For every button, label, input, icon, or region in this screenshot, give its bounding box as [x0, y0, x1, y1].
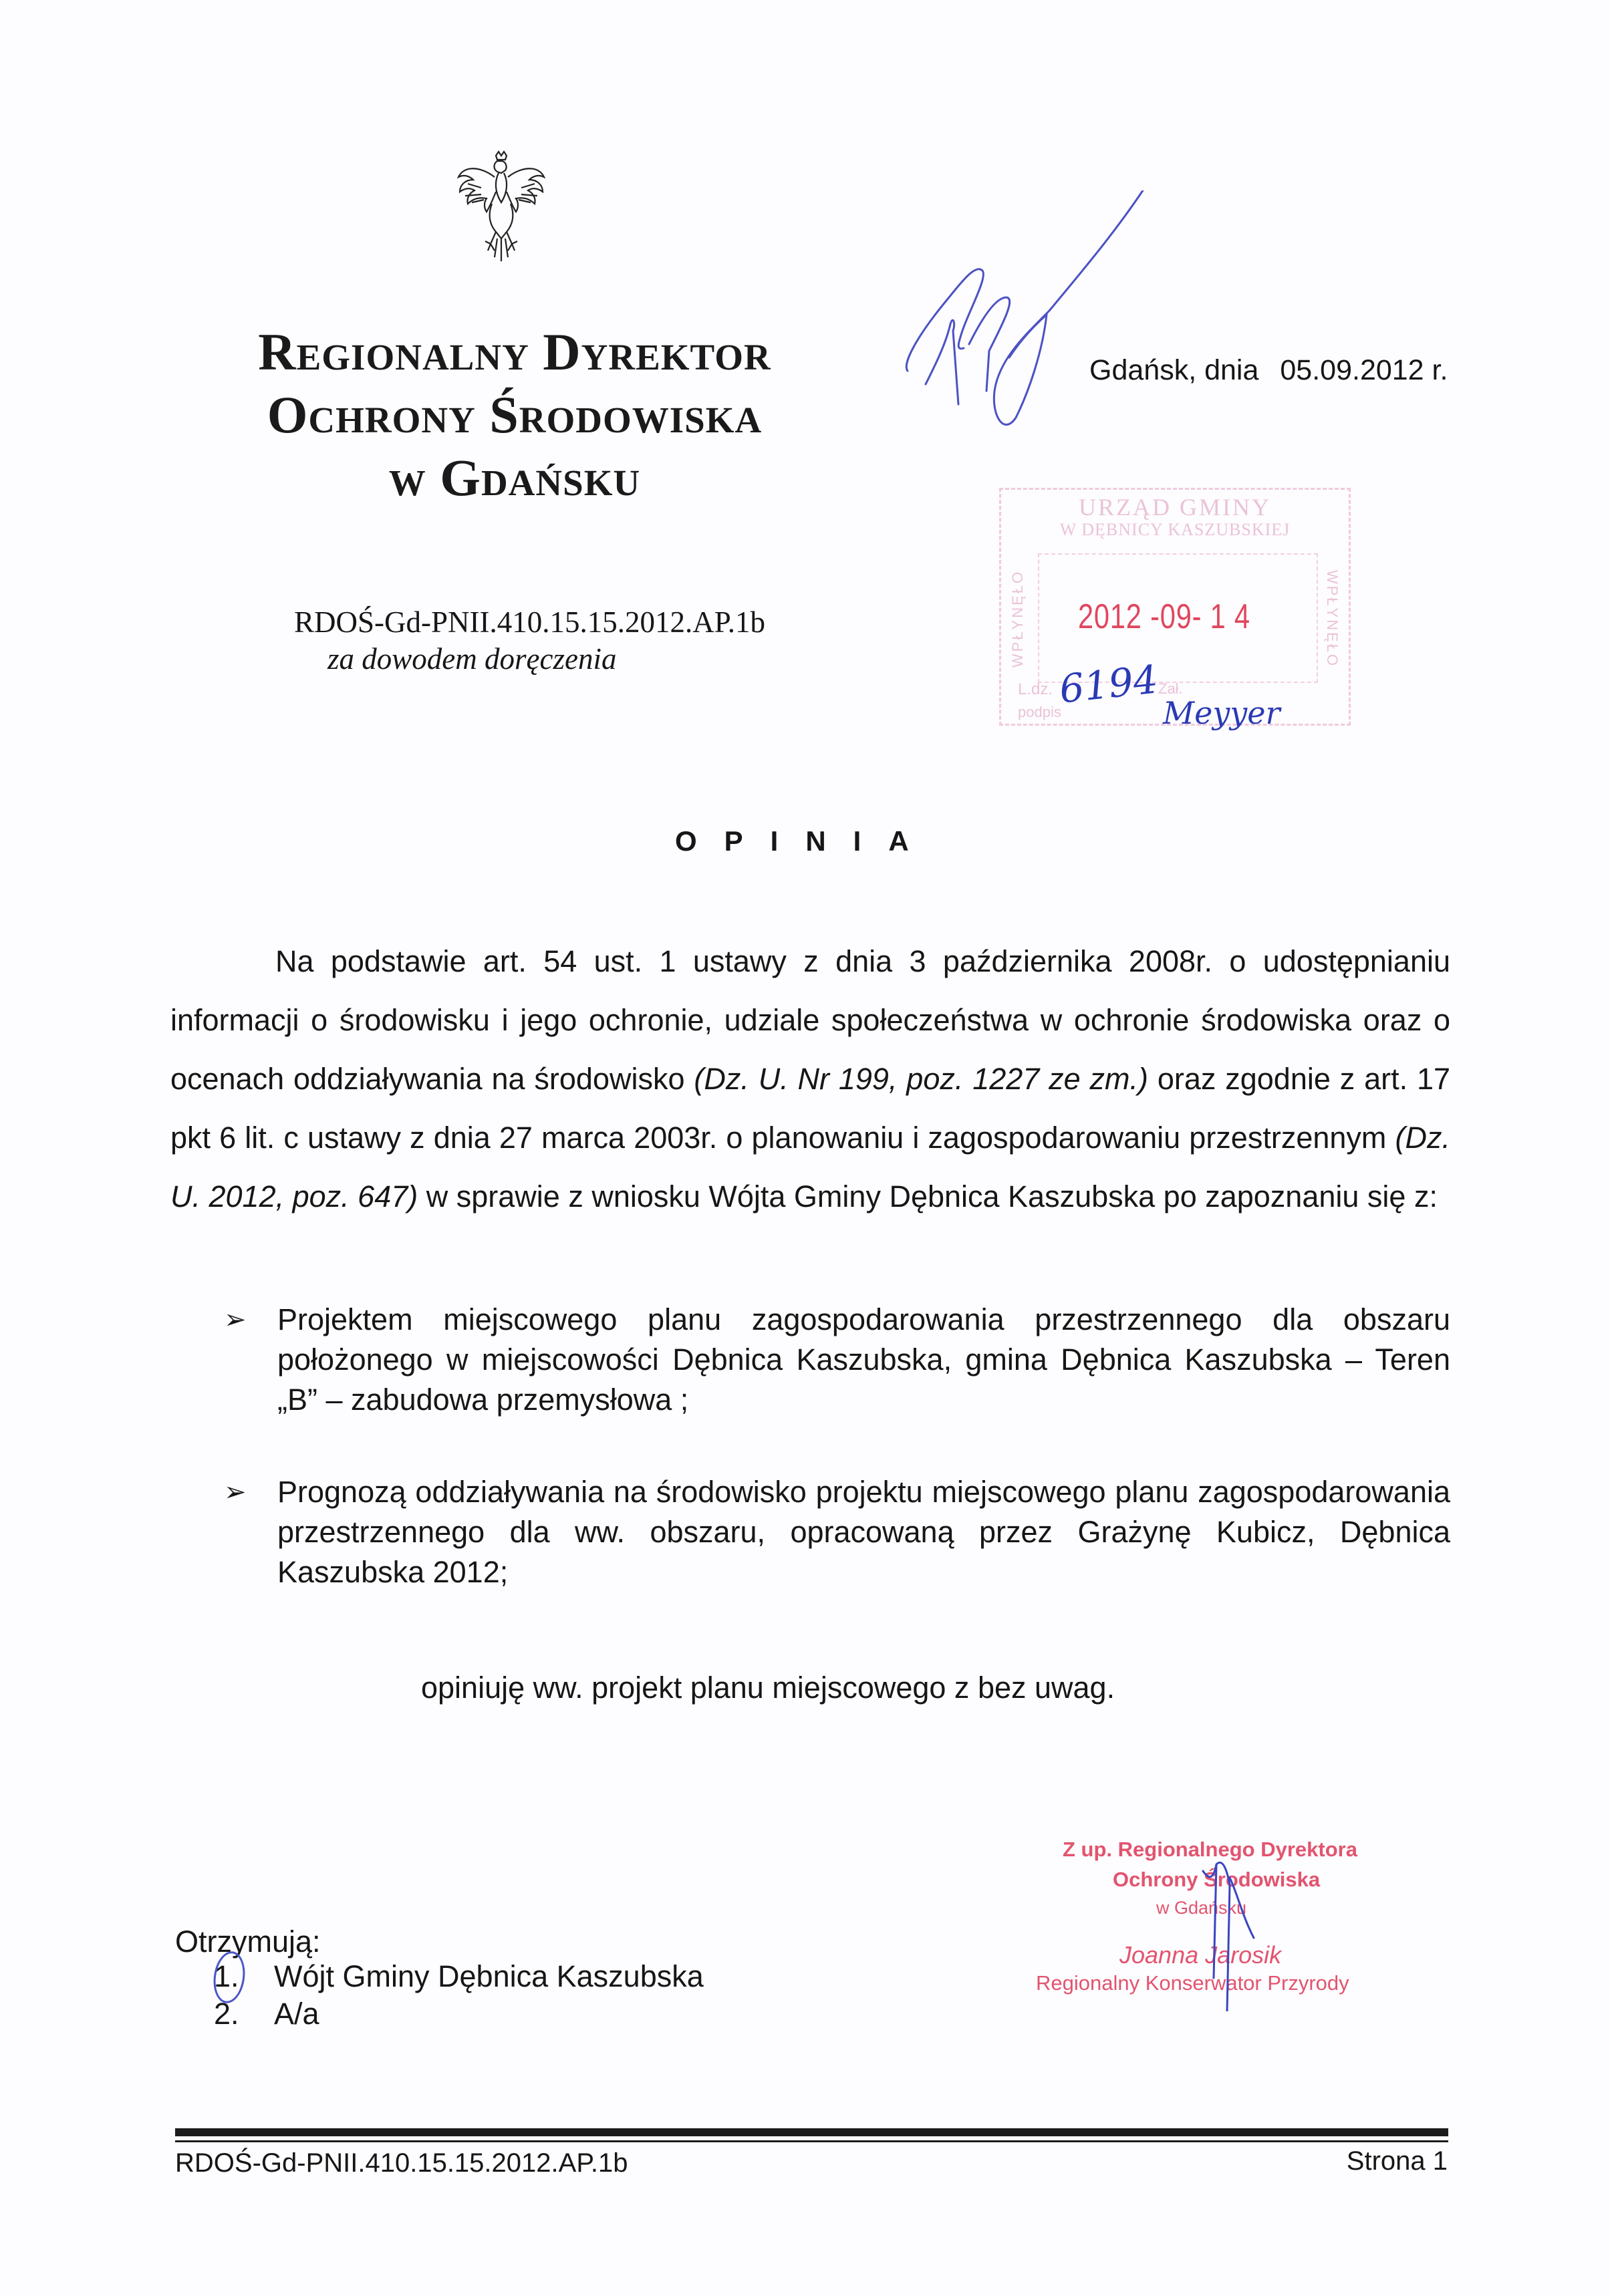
body-text-2: oraz zgodnie z art. 17 pkt 6 lit. c ustawy z dnia 27 marca 2003r. o planowaniu i zagospodarowaniu przestrzennym: [170, 1062, 1450, 1155]
footer-divider-thick: [175, 2128, 1448, 2136]
footer-divider-thin: [175, 2140, 1448, 2142]
legal-citation-1: (Dz. U. Nr 199, poz. 1227 ze zm.): [694, 1062, 1149, 1096]
delivery-note: za dowodem doręczenia: [327, 642, 617, 676]
document-heading: OPINIA: [675, 825, 936, 857]
letter-date: 05.09.2012 r.: [1280, 354, 1448, 386]
stamp-received-date: 2012 -09- 1 4: [1078, 597, 1250, 636]
bullet-list: [170, 1300, 1450, 1644]
arrow-bullet-icon: ➢: [224, 1477, 247, 1507]
recipient-number: 2.: [214, 1997, 239, 2031]
stamp-city-line: w Gdańsku: [1156, 1898, 1247, 1918]
stamp-side-label-right: WPŁYNĘŁO: [1323, 569, 1341, 668]
stamp-signature-label: podpis: [1018, 704, 1061, 720]
signatory-name: Joanna Jarosik: [1119, 1941, 1282, 1969]
stamp-authorization-line: Z up. Regionalnego Dyrektora: [1063, 1838, 1357, 1861]
body-paragraph: [170, 932, 1450, 1226]
handwritten-signature-top: [889, 190, 1210, 431]
polish-eagle-emblem: [454, 150, 548, 264]
recipient-name: A/a: [274, 1997, 319, 2031]
place-and-date: [1089, 354, 1448, 387]
stamp-office-name: URZĄD GMINY: [1079, 494, 1271, 521]
received-stamp: [999, 488, 1351, 726]
org-title-line-1: Regionalny Dyrektor: [258, 323, 771, 381]
handwritten-registry-number: 6194: [1057, 656, 1160, 712]
handwritten-recipient-name: Meyyer: [1163, 695, 1281, 731]
organization-title: [200, 321, 829, 509]
bullet-item: [170, 1472, 1450, 1592]
bullet-text: Prognozą oddziaływania na środowisko projektu miejscowego planu zagospodarowania przestrzennego dla ww. obszaru, opracowaną przez Grażynę Kubicz, Dębnica Kaszubska 2012;: [277, 1475, 1450, 1589]
signatory-title: Regionalny Konserwator Przyrody: [1036, 1971, 1349, 1995]
page-number: Strona 1: [1346, 2146, 1448, 2176]
recipient-item: [214, 1958, 704, 1995]
closing-statement: opiniuję ww. projekt planu miejscowego z bez uwag.: [421, 1671, 1115, 1705]
org-title-line-2: Ochrony Środowiska: [267, 386, 763, 444]
stamp-ldz-label: L.dz.: [1018, 680, 1053, 698]
place: Gdańsk, dnia: [1089, 354, 1259, 386]
recipient-number: 1.: [214, 1959, 239, 1993]
stamp-side-label-left: WPŁYNĘŁO: [1009, 569, 1027, 668]
bullet-item: [170, 1300, 1450, 1420]
recipients-label: Otrzymują:: [175, 1924, 321, 1959]
handwritten-signature-bottom: [1190, 1851, 1270, 2011]
arrow-bullet-icon: ➢: [224, 1305, 247, 1334]
legal-citation-2: (Dz. U. 2012, poz. 647): [170, 1121, 1450, 1213]
footer-reference: RDOŚ-Gd-PNII.410.15.15.2012.AP.1b: [175, 2148, 628, 2178]
recipients-list: [214, 1958, 704, 2033]
stamp-office-line: Ochrony Środowiska: [1113, 1868, 1321, 1891]
body-text-1: Na podstawie art. 54 ust. 1 ustawy z dnia 3 października 2008r. o udostępnianiu informacji o środowisku i jego ochronie, udziale społeczeństwa w ochronie środowiska oraz o ocenach oddziaływania na środowisko: [170, 944, 1450, 1096]
recipient-item: [214, 1995, 704, 2033]
org-title-line-3: w Gdańsku: [388, 448, 641, 507]
bullet-text: Projektem miejscowego planu zagospodarowania przestrzennego dla obszaru położonego w miejscowości Dębnica Kaszubska, gmina Dębnica Kaszubska – Teren „B” – zabudowa przemysłowa ;: [277, 1302, 1450, 1417]
reference-number: RDOŚ-Gd-PNII.410.15.15.2012.AP.1b: [294, 605, 766, 639]
stamp-office-location: W DĘBNICY KASZUBSKIEJ: [1059, 520, 1291, 539]
body-text-3: w sprawie z wniosku Wójta Gminy Dębnica Kaszubska po zapoznaniu się z:: [418, 1179, 1438, 1213]
stamp-attachment-label: Zał.: [1158, 680, 1183, 697]
recipient-name: Wójt Gminy Dębnica Kaszubska: [274, 1959, 704, 1993]
